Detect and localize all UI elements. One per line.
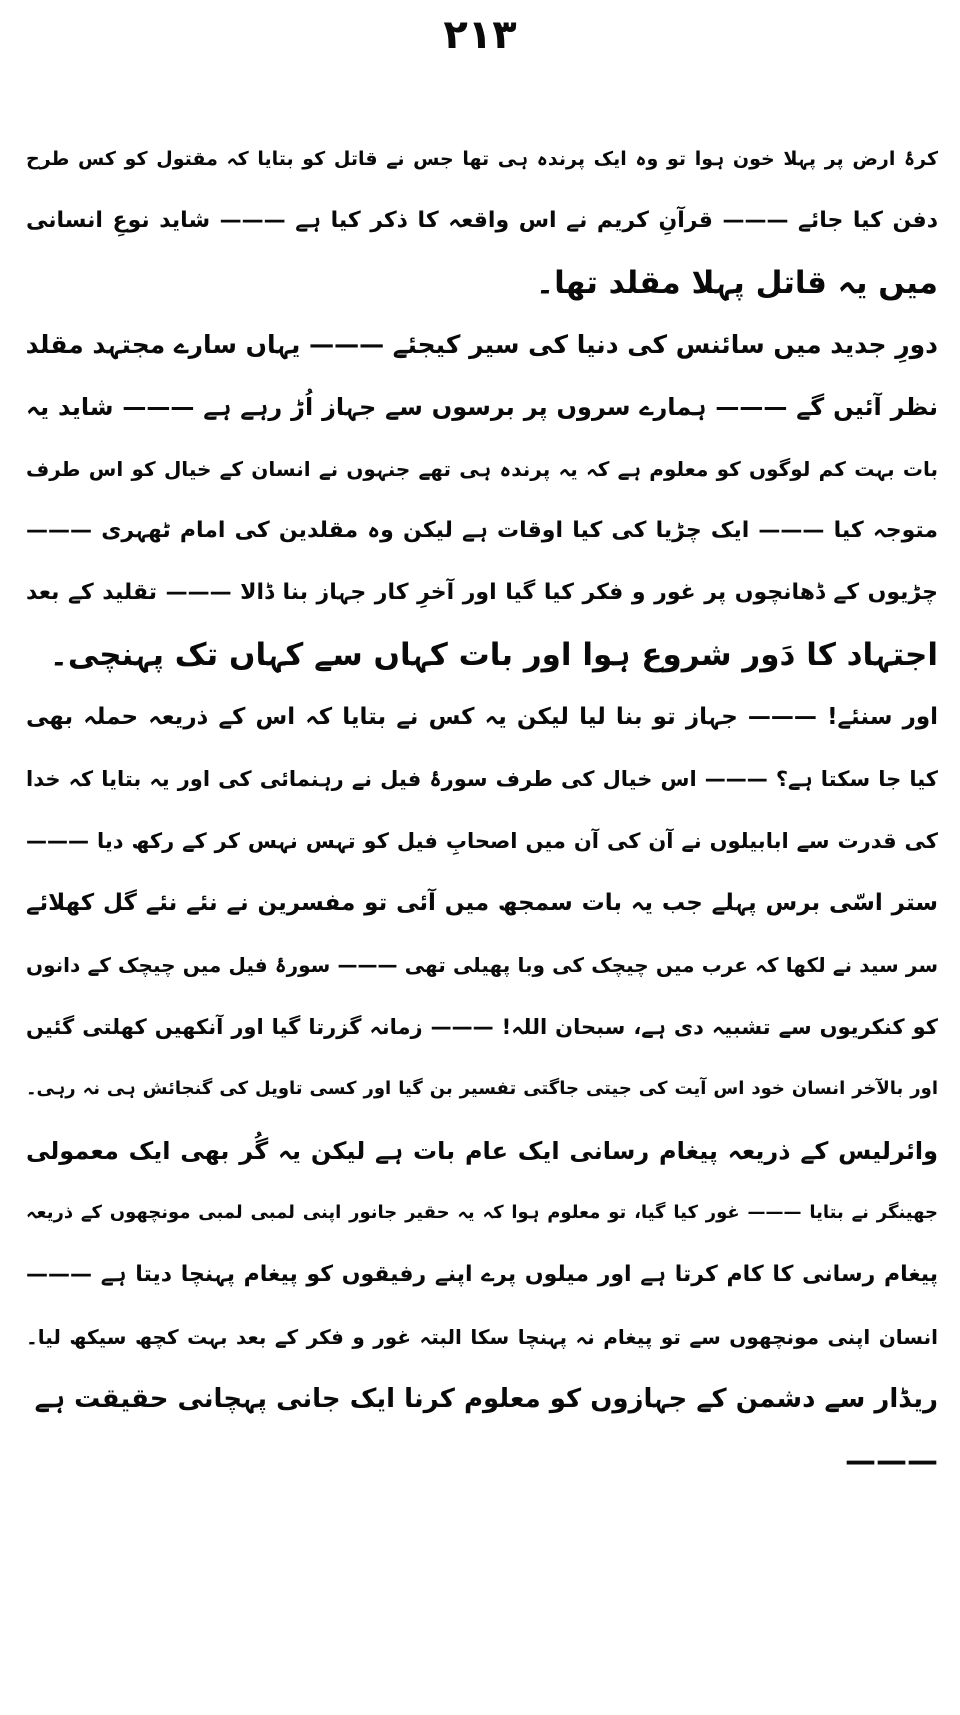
text-line: نظر آئیں گے ——— ہمارے سروں پر برسوں سے جہاز اُڑ رہے ہے ——— شاید یہ (26, 393, 938, 421)
text-line: کو کنکریوں سے تشبیہ دی ہے، سبحان اللہ! ——— زمانہ گزرتا گیا اور آنکھیں کھلتی گئیں (26, 1015, 938, 1039)
text-line: متوجہ کیا ——— ایک چڑیا کی کیا اوقات ہے لیکن وہ مقلدین کی امام ٹھہری ——— (26, 518, 938, 543)
text-line: بات بہت کم لوگوں کو معلوم ہے کہ یہ پرندہ ہی تھے جنہوں نے انسان کے خیال کو اس طرف (26, 457, 939, 481)
text-line: اور بالآخر انسان خود اس آیت کی جیتی جاگتی تفسیر بن گیا اور کسی تاویل کی گنجائش ہی نہ رہی۔ (26, 1078, 938, 1099)
text-line: چڑیوں کے ڈھانچوں پر غور و فکر کیا گیا اور آخرِ کار جہاز بنا ڈالا ——— تقلید کے بعد (26, 580, 938, 605)
text-line: دورِ جدید میں سائنس کی دنیا کی سیر کیجئے ——— یہاں سارے مجتہد مقلد (25, 330, 938, 359)
text-line: دفن کیا جائے ——— قرآنِ کریم نے اس واقعہ کا ذکر کیا ہے ——— شاید نوعِ انسانی (26, 208, 938, 233)
text-line: کی قدرت سے ابابیلوں نے آن کی آن میں اصحابِ فیل کو تہس نہس کر کے رکھ دیا ——— (26, 829, 938, 853)
text-line: ستر اسّی برس پہلے جب یہ بات سمجھ میں آئی تو مفسرین نے نئے نئے گل کھلائے (26, 890, 938, 916)
text-line: ریڈار سے دشمن کے جہازوں کو معلوم کرنا ایک جانی پہچانی حقیقت ہے (34, 1384, 938, 1414)
urdu-text-body (22, 128, 942, 1492)
text-line: اور سنئے! ——— جہاز تو بنا لیا لیکن یہ کس نے بتایا کہ اس کے ذریعہ حملہ بھی (26, 704, 938, 730)
text-line: کیا جا سکتا ہے؟ ——— اس خیال کی طرف سورۂ فیل نے رہنمائی کی اور یہ بتایا کہ خدا (26, 767, 938, 791)
text-line: میں یہ قاتل پہلا مقلد تھا۔ (535, 265, 938, 301)
text-line: سر سید نے لکھا کہ عرب میں چیچک کی وبا پھیلی تھی ——— سورۂ فیل میں چیچک کے دانوں (26, 953, 938, 977)
text-line: وائرلیس کے ذریعہ پیغام رسانی ایک عام بات ہے لیکن یہ گُر بھی ایک معمولی (26, 1137, 938, 1165)
text-line: پیغام رسانی کا کام کرتا ہے اور میلوں پرے اپنے رفیقوں کو پیغام پہنچا دیتا ہے ——— (26, 1262, 938, 1287)
text-line: انسان اپنی مونچھوں سے تو پیغام نہ پہنچا سکا البتہ غور و فکر کے بعد بہت کچھ سیکھ لیا۔ (26, 1325, 938, 1349)
text-line: اجتہاد کا دَور شروع ہوا اور بات کہاں سے کہاں تک پہنچی۔ (49, 637, 938, 673)
text-line: ——— (845, 1443, 938, 1479)
text-line: کرۂ ارض پر پہلا خون ہوا تو وہ ایک پرندہ ہی تھا جس نے قاتل کو بتایا کہ مقتول کو کس طرح (26, 148, 938, 170)
page-number: ۲۱۳ (443, 12, 517, 58)
text-line: جھینگر نے بتایا ——— غور کیا گیا، تو معلوم ہوا کہ یہ حقیر جانور اپنی لمبی لمبی مونچھوں کے ذریعہ (26, 1202, 938, 1223)
